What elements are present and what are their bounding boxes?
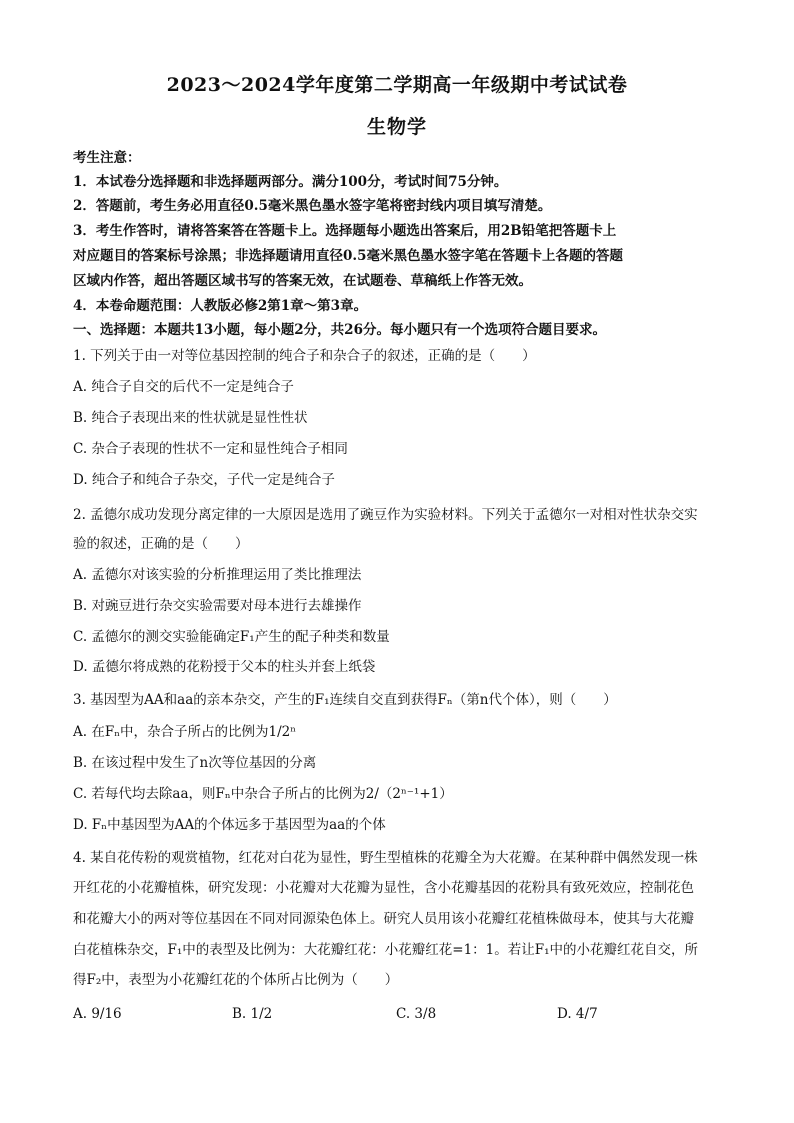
question-stem: 3. 基因型为AA和aa的亲本杂交，产生的F₁连续自交直到获得Fₙ（第n代个体），则（ ） [73,692,617,708]
question-stem: 1. 下列关于由一对等位基因控制的纯合子和杂合子的叙述，正确的是（ ） [73,348,536,364]
question-stem: 2. 孟德尔成功发现分离定律的一大原因是选用了豌豆作为实验材料。下列关于孟德尔一对相对性状杂交实 [73,507,698,523]
option-b: B. 在该过程中发生了n次等位基因的分离 [73,755,317,771]
notice-line: 对应题目的答案标号涂黑；非选择题请用直径0.5毫米黑色墨水签字笔在答题卡上各题的答题 [73,248,623,264]
exam-title: 2023～2024学年度第二学期高一年级期中考试试卷 [166,74,628,96]
option-c: C. 孟德尔的测交实验能确定F₁产生的配子种类和数量 [73,629,390,645]
option-d: D. Fₙ中基因型为AA的个体远多于基因型为aa的个体 [73,817,386,833]
notice-line: 3．考生作答时，请将答案答在答题卡上。选择题每小题选出答案后，用2B铅笔把答题卡上 [73,223,617,239]
question-stem: 开红花的小花瓣植株，研究发现：小花瓣对大花瓣为显性，含小花瓣基因的花粉具有致死效应，控制花色 [73,880,694,896]
question-stem: 白花植株杂交，F₁中的表型及比例为：大花瓣红花：小花瓣红花=1：1。若让F₁中的小花瓣红花自交，所 [73,942,699,958]
option-a: A. 在Fₙ中，杂合子所占的比例为1/2ⁿ [73,724,297,740]
notice-line: 2．答题前，考生务必用直径0.5毫米黑色墨水签字笔将密封线内项目填写清楚。 [73,198,552,214]
question-stem: 验的叙述，正确的是（ ） [73,536,249,552]
option-c: C. 杂合子表现的性状不一定和显性纯合子相同 [73,441,348,457]
option-c: C. 3/8 [396,1006,437,1022]
notice-heading: 考生注意： [73,150,141,166]
question-stem: 和花瓣大小的两对等位基因在不同对同源染色体上。研究人员用该小花瓣红花植株做母本，使其与大花瓣 [73,911,694,927]
question-stem: 4. 某自花传粉的观赏植物，红花对白花为显性，野生型植株的花瓣全为大花瓣。在某种群中偶然发现一株 [73,850,698,866]
option-b: B. 纯合子表现出来的性状就是显性性状 [73,410,308,426]
option-a: A. 纯合子自交的后代不一定是纯合子 [73,379,294,395]
notice-line: 1．本试卷分选择题和非选择题两部分。满分100分，考试时间75分钟。 [73,174,508,190]
option-d: D. 孟德尔将成熟的花粉授于父本的柱头并套上纸袋 [73,659,376,675]
option-a: A. 9/16 [73,1006,122,1022]
notice-line: 4．本卷命题范围：人教版必修2第1章～第3章。 [73,298,368,314]
notice-line: 区域内作答，超出答题区域书写的答案无效，在试题卷、草稿纸上作答无效。 [73,273,532,289]
option-c: C. 若每代均去除aa，则Fₙ中杂合子所占的比例为2/（2ⁿ⁻¹+1） [73,786,453,802]
option-d: D. 纯合子和纯合子杂交，子代一定是纯合子 [73,472,335,488]
option-d: D. 4/7 [557,1006,598,1022]
subject-title: 生物学 [366,116,427,138]
option-b: B. 1/2 [232,1006,273,1022]
option-a: A. 孟德尔对该实验的分析推理运用了类比推理法 [73,567,362,583]
question-stem: 得F₂中，表型为小花瓣红花的个体所占比例为（ ） [73,972,399,988]
option-b: B. 对豌豆进行杂交实验需要对母本进行去雄操作 [73,598,362,614]
section-heading: 一、选择题：本题共13小题，每小题2分，共26分。每小题只有一个选项符合题目要求。 [73,322,606,338]
